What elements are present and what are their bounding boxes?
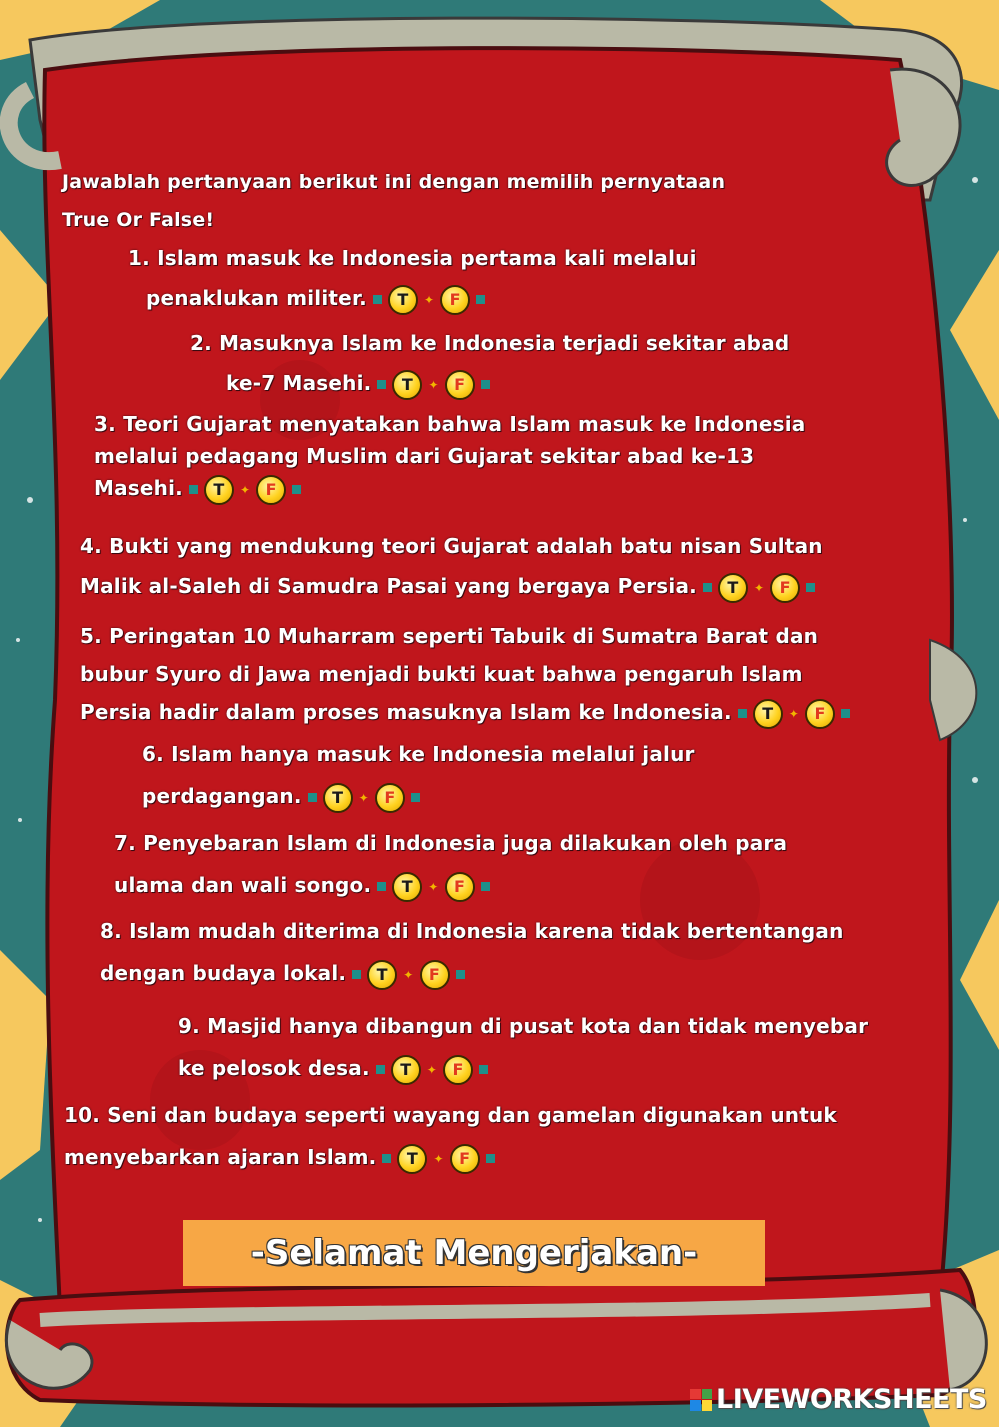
question-3-line-3: Masehi. <box>94 476 183 500</box>
question-6-line-2: perdagangan. <box>142 784 302 808</box>
spark-icon: ✦ <box>358 790 369 805</box>
false-button[interactable]: F <box>770 573 800 603</box>
question-3 <box>94 408 805 506</box>
true-false-choice <box>377 367 489 403</box>
question-7-line-2: ulama dan wali songo. <box>114 873 372 897</box>
true-false-choice <box>373 282 485 318</box>
closing-banner <box>183 1220 765 1286</box>
logo-mark-icon <box>690 1389 712 1411</box>
deco-square <box>481 380 490 389</box>
true-false-choice <box>377 866 489 908</box>
true-false-choice <box>189 474 301 506</box>
instruction-line-2: True Or False! <box>62 209 215 231</box>
question-10-line-1: 10. Seni dan budaya seperti wayang dan gamelan digunakan untuk <box>64 1103 837 1127</box>
deco-square <box>292 485 301 494</box>
true-button[interactable]: T <box>367 960 397 990</box>
false-button[interactable]: F <box>443 1055 473 1085</box>
spark-icon: ✦ <box>788 706 800 721</box>
false-button[interactable]: F <box>440 285 470 315</box>
deco-square <box>481 882 490 891</box>
deco-square <box>476 295 485 304</box>
question-3-line-2: melalui pedagang Muslim dari Gujarat sekitar abad ke-13 <box>94 444 755 468</box>
deco-square <box>373 295 382 304</box>
true-button[interactable]: T <box>204 475 234 505</box>
question-4 <box>80 526 823 608</box>
question-1-line-1: 1. Islam masuk ke Indonesia pertama kali melalui <box>128 246 697 270</box>
spark-icon: ✦ <box>428 377 439 392</box>
spark-icon: ✦ <box>428 879 439 894</box>
spark-icon: ✦ <box>403 967 414 982</box>
question-2 <box>190 325 789 403</box>
deco-square <box>308 793 317 802</box>
spark-icon: ✦ <box>433 1151 444 1166</box>
question-2-line-1: 2. Masuknya Islam ke Indonesia terjadi sekitar abad <box>190 331 790 355</box>
spark-icon: ✦ <box>426 1062 438 1077</box>
deco-square <box>806 583 815 592</box>
question-10-line-2: menyebarkan ajaran Islam. <box>64 1145 377 1169</box>
question-8 <box>100 910 844 996</box>
false-button[interactable]: F <box>805 699 835 729</box>
question-5-line-3: Persia hadir dalam proses masuknya Islam ke Indonesia. <box>80 700 732 724</box>
spark-icon: ✦ <box>753 580 765 595</box>
question-3-line-1: 3. Teori Gujarat menyatakan bahwa Islam masuk ke Indonesia <box>94 412 806 436</box>
question-4-line-1: 4. Bukti yang mendukung teori Gujarat adalah batu nisan Sultan <box>80 534 823 558</box>
true-false-choice <box>376 1049 488 1091</box>
true-false-choice <box>382 1138 494 1180</box>
question-5-line-1: 5. Peringatan 10 Muharram seperti Tabuik di Sumatra Barat dan <box>80 624 819 648</box>
deco-square <box>841 709 850 718</box>
question-1 <box>128 240 697 318</box>
question-5-line-2: bubur Syuro di Jawa menjadi bukti kuat bahwa pengaruh Islam <box>80 662 803 686</box>
true-button[interactable]: T <box>753 699 783 729</box>
deco-square <box>738 709 747 718</box>
deco-square <box>382 1154 391 1163</box>
question-1-line-2: penaklukan militer. <box>146 286 367 310</box>
spark-icon: ✦ <box>239 482 251 497</box>
deco-square <box>486 1154 495 1163</box>
question-8-line-1: 8. Islam mudah diterima di Indonesia karena tidak bertentangan <box>100 919 844 943</box>
instruction-line-1: Jawablah pertanyaan berikut ini dengan memilih pernyataan <box>62 171 726 193</box>
deco-square <box>377 380 386 389</box>
true-button[interactable]: T <box>392 872 422 902</box>
false-button[interactable]: F <box>445 370 475 400</box>
question-7 <box>114 822 787 908</box>
question-2-line-2: ke-7 Masehi. <box>226 371 372 395</box>
question-9 <box>178 1005 868 1091</box>
deco-square <box>352 970 361 979</box>
question-5 <box>80 617 850 733</box>
spark-icon: ✦ <box>423 292 435 307</box>
true-button[interactable]: T <box>323 783 353 813</box>
liveworksheets-logo <box>690 1384 987 1415</box>
banner-text: -Selamat Mengerjakan- <box>250 1233 698 1273</box>
instruction-text <box>62 163 725 239</box>
deco-square <box>479 1065 488 1074</box>
question-6 <box>142 733 695 819</box>
true-button[interactable]: T <box>397 1144 427 1174</box>
false-button[interactable]: F <box>256 475 286 505</box>
deco-square <box>376 1065 385 1074</box>
question-9-line-1: 9. Masjid hanya dibangun di pusat kota dan tidak menyebar <box>178 1014 869 1038</box>
deco-square <box>703 583 712 592</box>
true-false-choice <box>352 954 464 996</box>
true-false-choice <box>308 777 420 819</box>
true-false-choice <box>738 695 850 733</box>
question-10 <box>64 1094 837 1180</box>
false-button[interactable]: F <box>420 960 450 990</box>
deco-square <box>411 793 420 802</box>
question-4-line-2: Malik al-Saleh di Samudra Pasai yang bergaya Persia. <box>80 574 697 598</box>
true-false-choice <box>703 568 815 608</box>
true-button[interactable]: T <box>391 1055 421 1085</box>
question-8-line-2: dengan budaya lokal. <box>100 961 347 985</box>
true-button[interactable]: T <box>388 285 418 315</box>
question-9-line-2: ke pelosok desa. <box>178 1056 370 1080</box>
false-button[interactable]: F <box>450 1144 480 1174</box>
question-6-line-1: 6. Islam hanya masuk ke Indonesia melalui jalur <box>142 742 695 766</box>
false-button[interactable]: F <box>445 872 475 902</box>
deco-square <box>377 882 386 891</box>
true-button[interactable]: T <box>392 370 422 400</box>
deco-square <box>456 970 465 979</box>
watermark-text: LIVEWORKSHEETS <box>716 1384 987 1415</box>
deco-square <box>189 485 198 494</box>
true-button[interactable]: T <box>718 573 748 603</box>
question-7-line-1: 7. Penyebaran Islam di Indonesia juga dilakukan oleh para <box>114 831 788 855</box>
false-button[interactable]: F <box>375 783 405 813</box>
